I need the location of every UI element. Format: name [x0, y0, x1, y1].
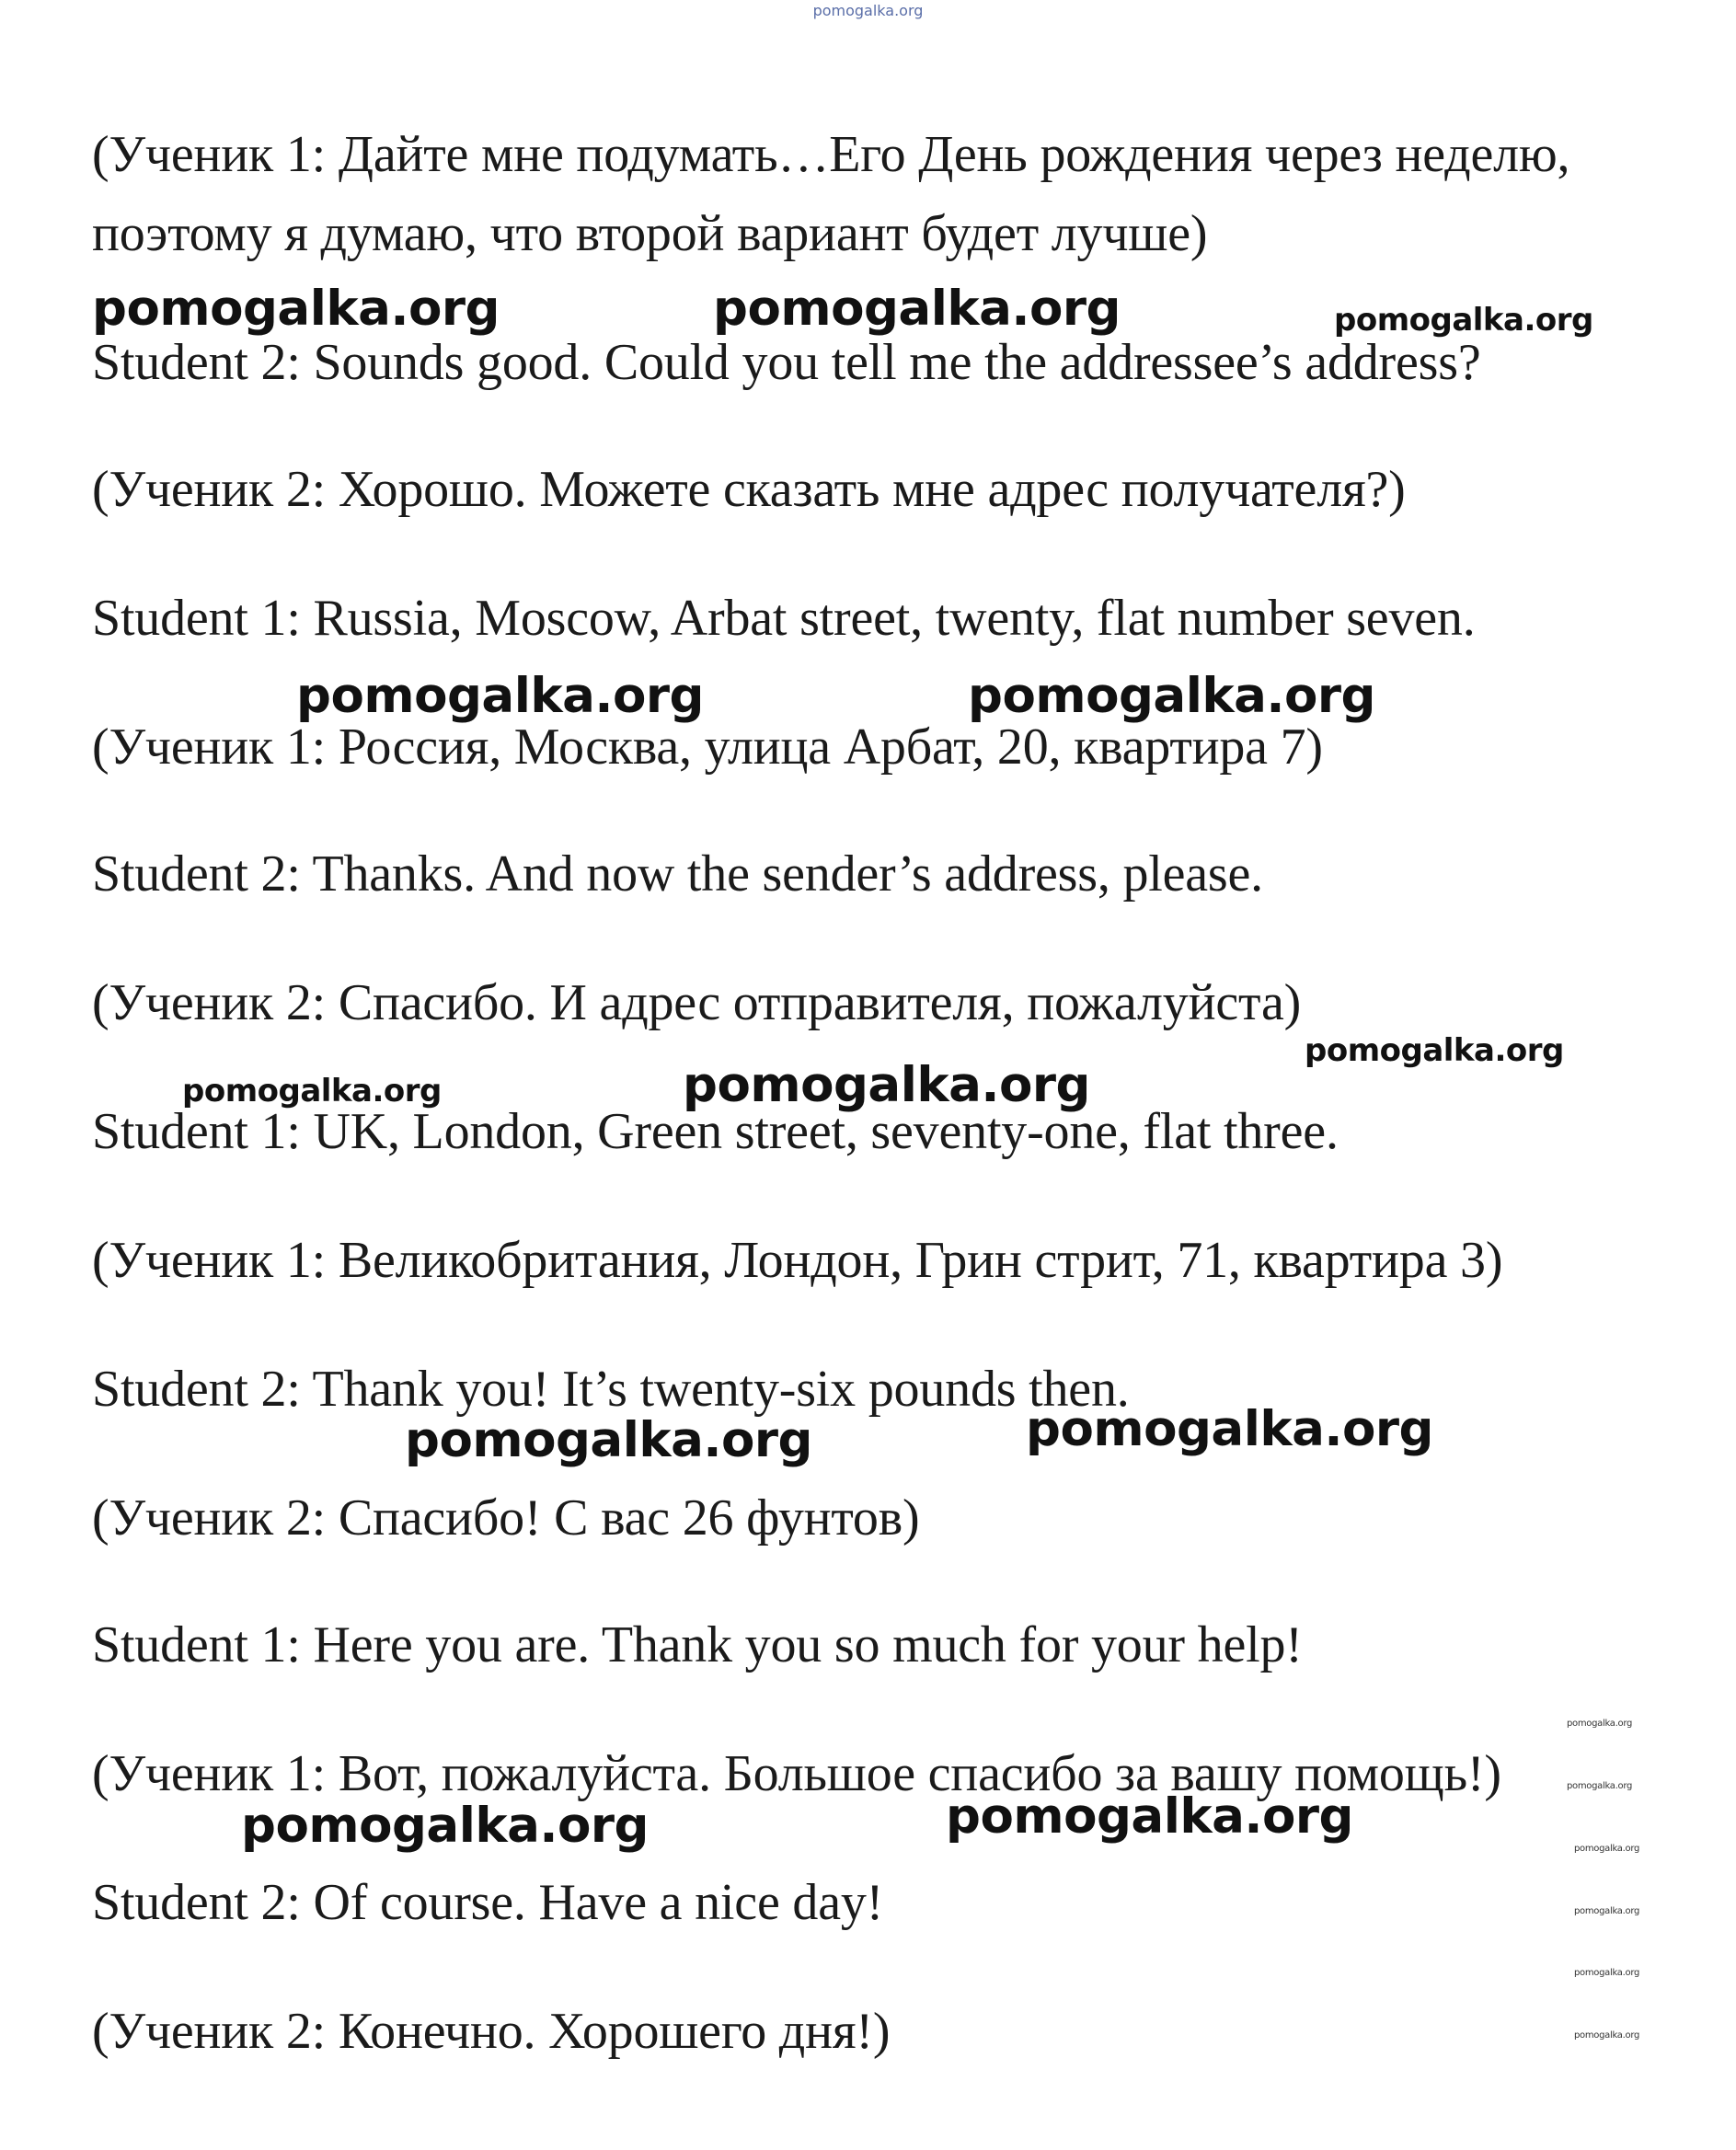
- watermark: pomogalka.org: [713, 281, 1121, 337]
- watermark: pomogalka.org: [1574, 1968, 1640, 1978]
- watermark: pomogalka.org: [1567, 1719, 1633, 1729]
- watermark: pomogalka.org: [405, 1412, 812, 1468]
- watermark: pomogalka.org: [1567, 1781, 1633, 1791]
- header-watermark: pomogalka.org: [812, 2, 924, 19]
- text-line: Student 2: Sounds good. Could you tell me the addressee’s address?: [92, 334, 1481, 391]
- text-line: Student 2: Thank you! It’s twenty-six pounds then.: [92, 1361, 1130, 1418]
- watermark: pomogalka.org: [1574, 2030, 1640, 2041]
- text-line: (Ученик 2: Спасибо. И адрес отправителя, пожалуйста): [92, 974, 1302, 1031]
- text-line: Student 2: Thanks. And now the sender’s address, please.: [92, 845, 1263, 903]
- text-line: Student 1: UK, London, Green street, seventy-one, flat three.: [92, 1103, 1339, 1160]
- watermark: pomogalka.org: [1334, 302, 1593, 339]
- watermark: pomogalka.org: [182, 1073, 442, 1109]
- text-line: Student 2: Of course. Have a nice day!: [92, 1874, 884, 1931]
- text-line: Student 1: Here you are. Thank you so much for your help!: [92, 1616, 1303, 1673]
- text-line: Student 1: Russia, Moscow, Arbat street, twenty, flat number seven.: [92, 590, 1476, 647]
- text-line: (Ученик 2: Хорошо. Можете сказать мне адрес получателя?): [92, 461, 1406, 518]
- text-line: (Ученик 1: Дайте мне подумать…Его День рождения через неделю,: [92, 126, 1570, 183]
- watermark: pomogalka.org: [92, 281, 500, 337]
- watermark: pomogalka.org: [1026, 1401, 1433, 1457]
- text-line: (Ученик 1: Россия, Москва, улица Арбат, 20, квартира 7): [92, 719, 1323, 776]
- watermark: pomogalka.org: [946, 1788, 1353, 1845]
- watermark: pomogalka.org: [968, 668, 1375, 724]
- text-line: (Ученик 1: Вот, пожалуйста. Большое спасибо за вашу помощь!): [92, 1745, 1501, 1802]
- watermark: pomogalka.org: [683, 1057, 1090, 1113]
- watermark: pomogalka.org: [1574, 1906, 1640, 1916]
- text-line: (Ученик 1: Великобритания, Лондон, Грин стрит, 71, квартира 3): [92, 1232, 1503, 1289]
- watermark: pomogalka.org: [241, 1798, 649, 1854]
- watermark: pomogalka.org: [1574, 1844, 1640, 1854]
- watermark: pomogalka.org: [296, 668, 704, 724]
- text-line: (Ученик 2: Конечно. Хорошего дня!): [92, 2003, 891, 2060]
- text-line: (Ученик 2: Спасибо! С вас 26 фунтов): [92, 1489, 920, 1546]
- text-line: поэтому я думаю, что второй вариант будет лучше): [92, 205, 1208, 262]
- watermark: pomogalka.org: [1305, 1032, 1564, 1069]
